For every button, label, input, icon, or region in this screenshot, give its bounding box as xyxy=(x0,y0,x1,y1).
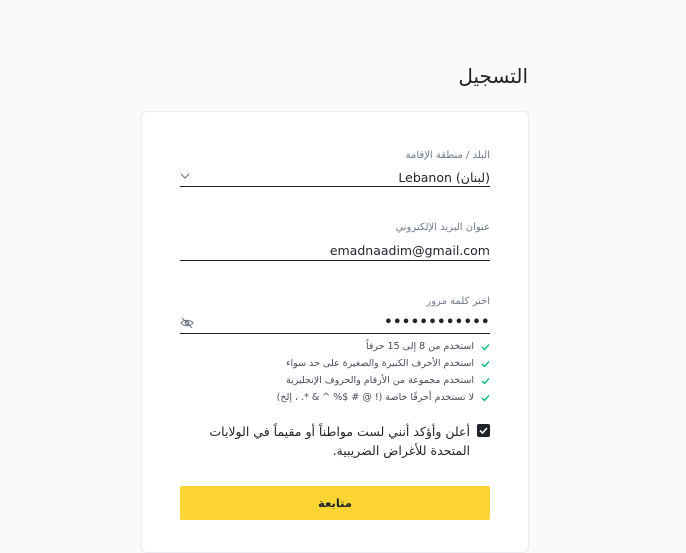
password-rule xyxy=(180,374,490,391)
declaration-text: أعلن وأؤكد أنني لست مواطناً أو مقيماً في الولايات المتحدة للأغراض الضريبية. xyxy=(209,424,470,458)
country-label: البلد / منطقة الإقامة xyxy=(405,150,490,161)
password-rule xyxy=(180,391,490,408)
email-label: عنوان البريد الإلكتروني xyxy=(395,222,490,233)
chevron-down-icon[interactable] xyxy=(180,172,190,180)
continue-button[interactable]: متابعة xyxy=(180,486,490,520)
country-underline xyxy=(180,186,490,187)
email-field[interactable] xyxy=(180,222,490,262)
password-label: اختر كلمة مرور xyxy=(426,296,490,307)
check-icon xyxy=(481,343,490,351)
email-underline xyxy=(180,260,490,261)
password-value[interactable]: •••••••••••• xyxy=(384,315,490,330)
password-rule xyxy=(180,340,490,357)
rule-text: استخدم مجموعة من الأرقام والحروف الإنجليزية xyxy=(286,375,474,386)
rule-text: استخدم من 8 إلى 15 حرفاً xyxy=(365,341,474,352)
password-field[interactable] xyxy=(180,296,490,336)
password-underline xyxy=(180,333,490,334)
registration-card xyxy=(141,111,529,553)
page-title: التسجيل xyxy=(458,64,528,88)
rule-text: لا تستخدم أحرفًا خاصة (! @ # $% ^ & *. ، إلخ) xyxy=(276,392,474,403)
check-icon xyxy=(481,394,490,402)
rule-text: استخدم الأحرف الكبيرة والصغيرة على حد سواء xyxy=(286,358,474,369)
declaration-checkbox[interactable] xyxy=(477,424,490,437)
email-value[interactable]: emadnaadim@gmail.com xyxy=(329,243,490,258)
eye-slash-icon[interactable] xyxy=(180,317,194,329)
country-select[interactable] xyxy=(180,150,490,188)
tax-declaration xyxy=(180,422,490,462)
country-value: Lebanon (لبنان) xyxy=(398,170,490,185)
check-icon xyxy=(481,377,490,385)
checkmark-icon xyxy=(479,427,488,434)
password-rules xyxy=(180,340,490,408)
check-icon xyxy=(481,360,490,368)
password-rule xyxy=(180,357,490,374)
